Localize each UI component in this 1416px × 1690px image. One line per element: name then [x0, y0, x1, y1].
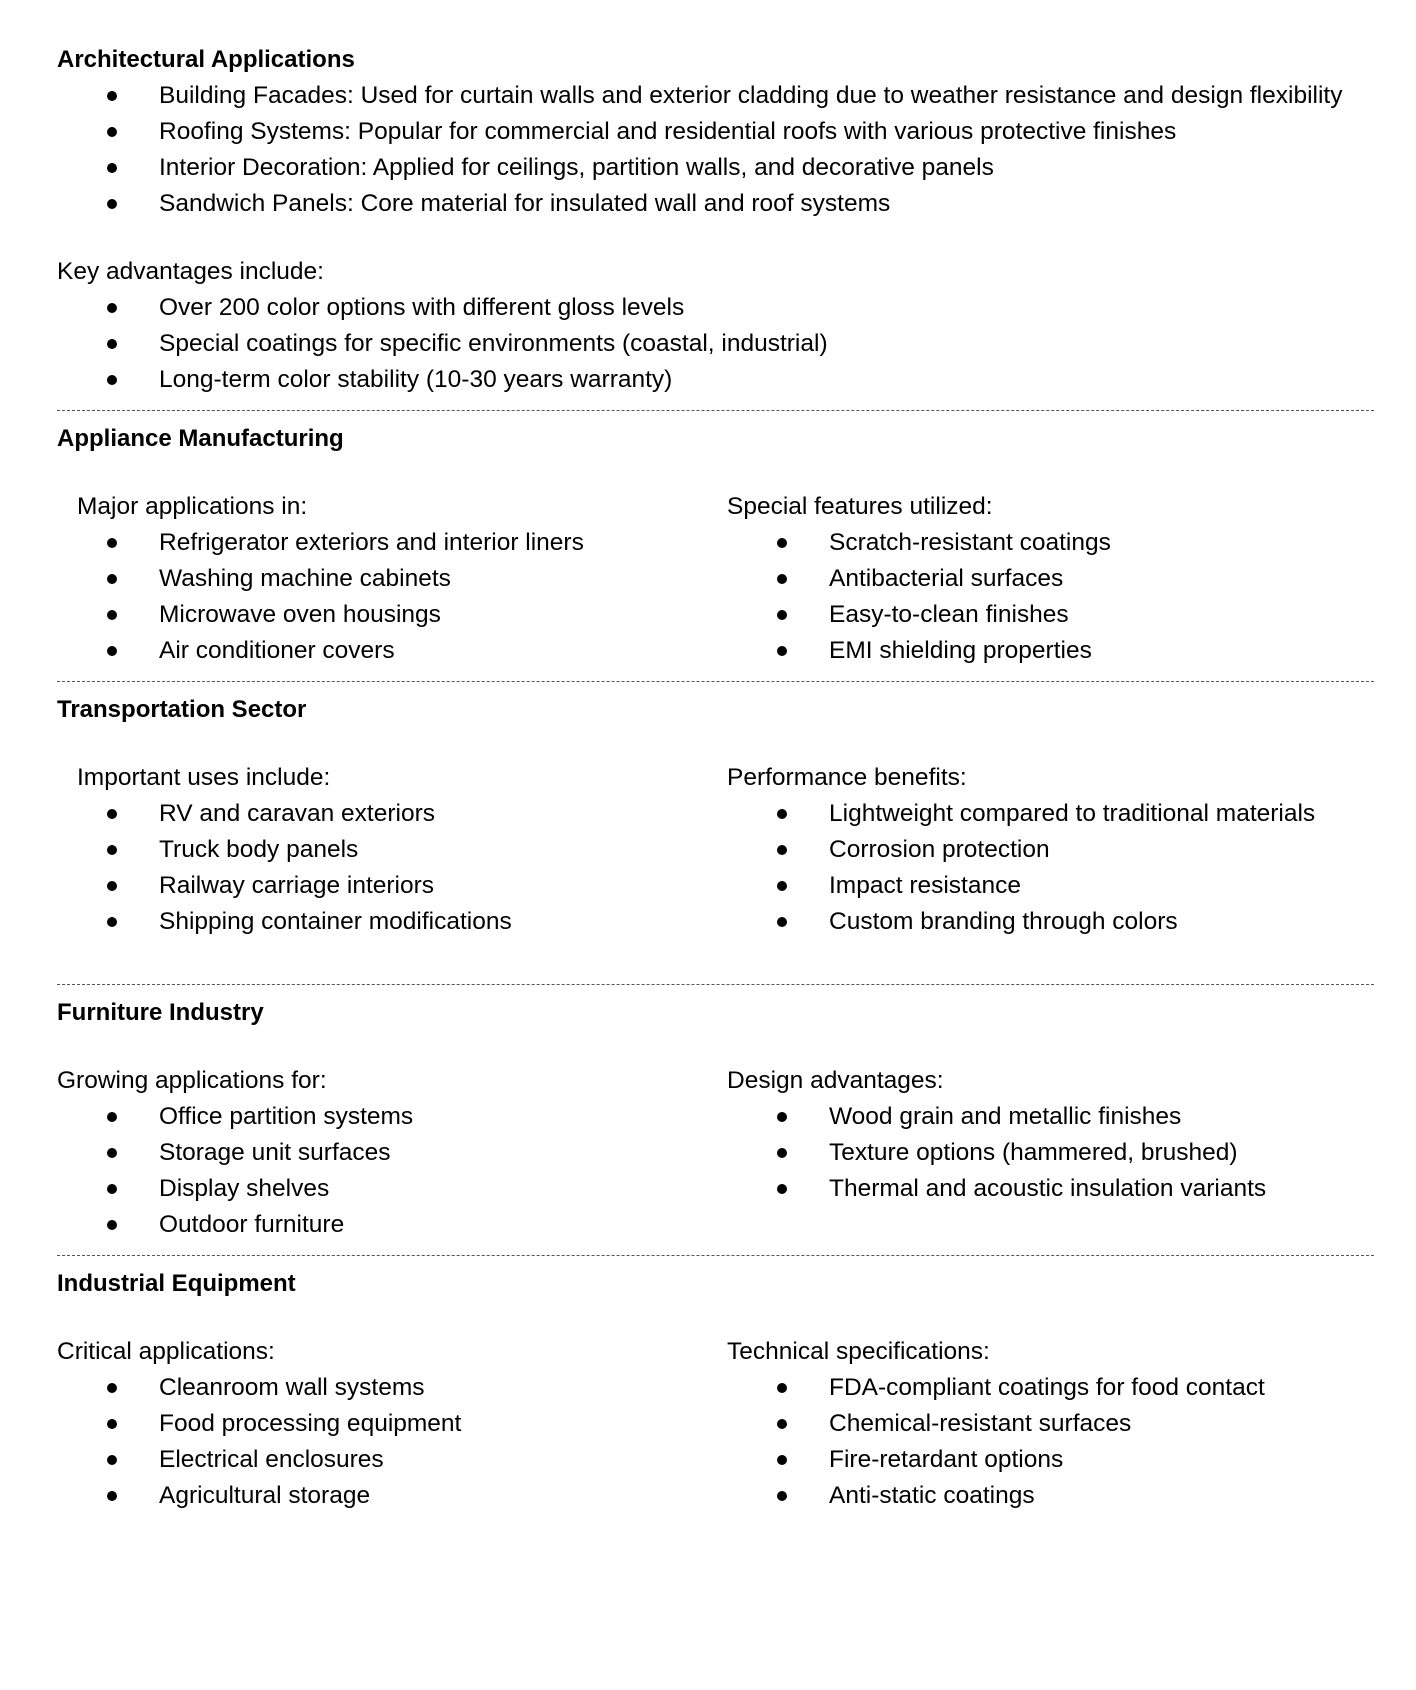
bullet-icon [777, 1491, 787, 1501]
right-column [727, 1063, 1377, 1243]
bullet-icon [777, 1184, 787, 1194]
list-item [57, 114, 1377, 150]
list-item-text: Wood grain and metallic finishes [829, 1103, 1182, 1130]
list-item [57, 362, 1377, 398]
bullet-icon [107, 1383, 117, 1393]
bullet-icon [107, 1419, 117, 1429]
list-item-text: Sandwich Panels: Core material for insulated wall and roof systems [159, 190, 891, 217]
list-item [727, 1442, 1377, 1478]
bullet-icon [107, 199, 117, 209]
bullet-icon [777, 1112, 787, 1122]
list-item [727, 868, 1377, 904]
left-column [57, 1334, 727, 1514]
list-item-text: Custom branding through colors [829, 908, 1178, 935]
left-column [57, 760, 727, 940]
list-item-text: Storage unit surfaces [159, 1139, 391, 1166]
bullet-icon [107, 809, 117, 819]
bullet-icon [107, 375, 117, 385]
bullet-icon [777, 1148, 787, 1158]
list-item-text: Roofing Systems: Popular for commercial and residential roofs with various protective finishes [159, 118, 1177, 145]
list-item-text: Impact resistance [829, 872, 1021, 899]
bullet-icon [107, 1455, 117, 1465]
list-item-text: Anti-static coatings [829, 1482, 1035, 1509]
list-item [57, 525, 727, 561]
bullet-list [727, 525, 1377, 669]
list-item-text: Building Facades: Used for curtain walls and exterior cladding due to weather resistance and design flexibility [159, 82, 1343, 109]
section-title: Transportation Sector [57, 696, 307, 723]
list-item-text: Truck body panels [159, 836, 359, 863]
list-item [57, 633, 727, 669]
list-item-text: Refrigerator exteriors and interior liners [159, 529, 584, 556]
bullet-icon [107, 574, 117, 584]
bullet-icon [777, 646, 787, 656]
list-item [727, 796, 1377, 832]
bullet-icon [777, 1383, 787, 1393]
list-item [57, 1478, 727, 1514]
column-label: Growing applications for: [57, 1067, 327, 1094]
list-item [57, 150, 1377, 186]
left-column [57, 1063, 727, 1243]
column-label: Special features utilized: [727, 493, 993, 520]
list-item-text: Office partition systems [159, 1103, 414, 1130]
bullet-icon [107, 610, 117, 620]
list-item-text: Agricultural storage [159, 1482, 371, 1509]
two-column-block [57, 1334, 1377, 1514]
list-item-text: Lightweight compared to traditional materials [829, 800, 1316, 827]
list-item-text: Washing machine cabinets [159, 565, 451, 592]
left-column [57, 489, 727, 669]
list-item-text: Over 200 color options with different gloss levels [159, 294, 685, 321]
list-item-text: Railway carriage interiors [159, 872, 435, 899]
list-item-text: Corrosion protection [829, 836, 1050, 863]
right-column [727, 1334, 1377, 1514]
list-item [57, 1406, 727, 1442]
bullet-icon [777, 1419, 787, 1429]
list-item-text: Antibacterial surfaces [829, 565, 1064, 592]
bullet-icon [107, 646, 117, 656]
list-item [727, 633, 1377, 669]
bullet-icon [777, 574, 787, 584]
column-label: Technical specifications: [727, 1338, 990, 1365]
bullet-list [727, 1099, 1377, 1207]
bullet-icon [107, 1220, 117, 1230]
bullet-icon [107, 163, 117, 173]
bullet-icon [107, 1184, 117, 1194]
column-label: Important uses include: [77, 764, 331, 791]
list-item-text: EMI shielding properties [829, 637, 1092, 664]
bullet-icon [107, 1148, 117, 1158]
section-transportation [57, 692, 1377, 940]
column-label: Major applications in: [77, 493, 308, 520]
list-item [57, 796, 727, 832]
column-label: Critical applications: [57, 1338, 275, 1365]
bullet-icon [777, 845, 787, 855]
bullet-list [727, 1370, 1377, 1514]
list-item [57, 832, 727, 868]
list-item [727, 1099, 1377, 1135]
two-column-block [57, 489, 1377, 669]
list-item-text: Outdoor furniture [159, 1211, 345, 1238]
bullet-list [57, 290, 1377, 398]
list-item [57, 561, 727, 597]
list-item-text: Scratch-resistant coatings [829, 529, 1111, 556]
bullet-icon [107, 91, 117, 101]
list-item-text: Easy-to-clean finishes [829, 601, 1069, 628]
bullet-icon [777, 917, 787, 927]
list-item [57, 78, 1377, 114]
bullet-list [57, 525, 727, 669]
list-item [57, 326, 1377, 362]
list-item [57, 868, 727, 904]
bullet-icon [107, 917, 117, 927]
bullet-icon [777, 538, 787, 548]
list-item-text: Electrical enclosures [159, 1446, 384, 1473]
list-item [727, 1478, 1377, 1514]
bullet-icon [107, 1112, 117, 1122]
right-column [727, 489, 1377, 669]
two-column-block [57, 760, 1377, 940]
list-item [727, 1406, 1377, 1442]
list-item-text: Shipping container modifications [159, 908, 512, 935]
list-item-text: Long-term color stability (10-30 years warranty) [159, 366, 673, 393]
section-title: Furniture Industry [57, 999, 264, 1026]
list-item [727, 1171, 1377, 1207]
column-label: Design advantages: [727, 1067, 944, 1094]
section-title: Architectural Applications [57, 46, 355, 73]
bullet-icon [107, 127, 117, 137]
list-item-text: Special coatings for specific environments (coastal, industrial) [159, 330, 828, 357]
list-item-text: Air conditioner covers [159, 637, 395, 664]
list-item [57, 1442, 727, 1478]
bullet-icon [107, 538, 117, 548]
list-item [57, 290, 1377, 326]
advantages-label: Key advantages include: [57, 258, 324, 285]
bullet-icon [777, 809, 787, 819]
list-item-text: Fire-retardant options [829, 1446, 1064, 1473]
list-item [727, 561, 1377, 597]
right-column [727, 760, 1377, 940]
list-item [57, 186, 1377, 222]
bullet-list [57, 1099, 727, 1243]
bullet-icon [777, 610, 787, 620]
list-item-text: Interior Decoration: Applied for ceilings, partition walls, and decorative panels [159, 154, 994, 181]
list-item [727, 525, 1377, 561]
list-item [57, 1171, 727, 1207]
list-item [727, 597, 1377, 633]
section-appliance [57, 421, 1377, 669]
list-item [57, 1370, 727, 1406]
section-industrial [57, 1266, 1377, 1514]
column-label: Performance benefits: [727, 764, 967, 791]
bullet-icon [777, 1455, 787, 1465]
section-architectural [57, 42, 1377, 398]
list-item [57, 1135, 727, 1171]
section-title: Appliance Manufacturing [57, 425, 344, 452]
list-item-text: Food processing equipment [159, 1410, 462, 1437]
two-column-block [57, 1063, 1377, 1243]
section-furniture [57, 995, 1377, 1243]
list-item [727, 832, 1377, 868]
document-page [57, 42, 1377, 1514]
list-item-text: Chemical-resistant surfaces [829, 1410, 1132, 1437]
list-item [727, 1370, 1377, 1406]
bullet-icon [107, 339, 117, 349]
bullet-icon [107, 303, 117, 313]
list-item-text: Microwave oven housings [159, 601, 441, 628]
list-item-text: Cleanroom wall systems [159, 1374, 425, 1401]
list-item-text: Display shelves [159, 1175, 330, 1202]
list-item [57, 1207, 727, 1243]
bullet-icon [107, 1491, 117, 1501]
section-title: Industrial Equipment [57, 1270, 296, 1297]
bullet-list [57, 1370, 727, 1514]
list-item [57, 1099, 727, 1135]
list-item-text: RV and caravan exteriors [159, 800, 435, 827]
list-item [57, 904, 727, 940]
list-item [727, 1135, 1377, 1171]
bullet-icon [107, 881, 117, 891]
bullet-list [57, 78, 1377, 222]
list-item-text: Thermal and acoustic insulation variants [829, 1175, 1267, 1202]
list-item [57, 597, 727, 633]
list-item-text: FDA-compliant coatings for food contact [829, 1374, 1265, 1401]
list-item-text: Texture options (hammered, brushed) [829, 1139, 1238, 1166]
bullet-icon [107, 845, 117, 855]
list-item [727, 904, 1377, 940]
bullet-list [727, 796, 1377, 940]
bullet-icon [777, 881, 787, 891]
bullet-list [57, 796, 727, 940]
